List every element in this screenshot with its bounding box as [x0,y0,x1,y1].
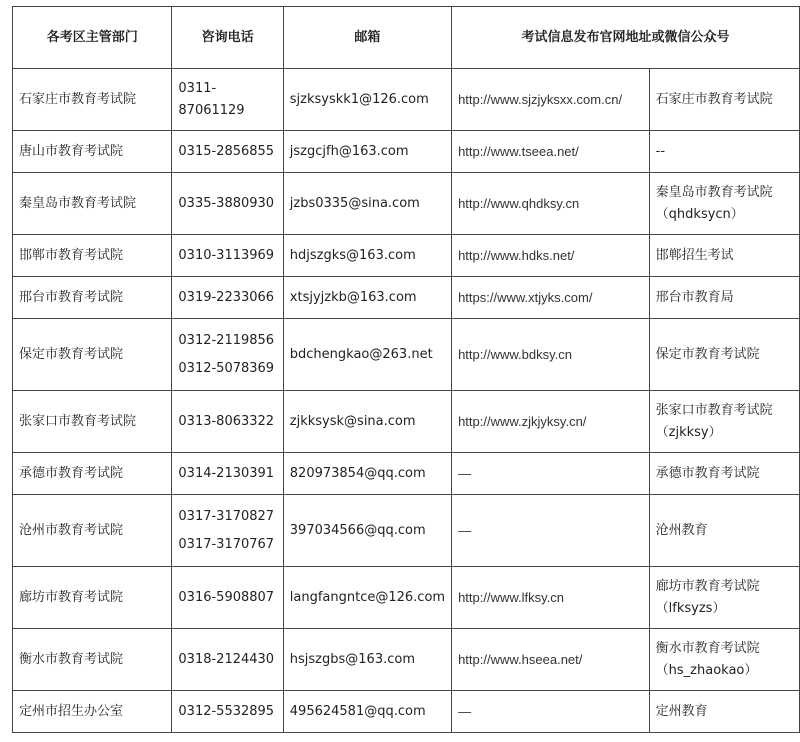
phone-cell [172,173,283,235]
phone-cell-line: 0314-2130391 [178,465,275,481]
phone-cell-line: 0311- [178,80,217,96]
wechat-cell-line: 沧州教育 [655,522,708,538]
wechat-cell-line: 邯郸招生考试 [655,247,734,263]
table-row [13,567,800,629]
website-cell: http://www.sjzjyksxx.com.cn/ [452,69,650,131]
table-row [13,173,800,235]
table-row [13,235,800,277]
phone-cell-line: 0317-3170827 [178,508,275,524]
wechat-cell-line: 秦皇岛市教育考试院 [655,184,773,200]
phone-cell-line: 0316-5908807 [178,589,275,605]
dept-cell: 秦皇岛市教育考试院 [13,173,172,235]
phone-cell-line: 0313-8063322 [178,413,275,429]
wechat-cell-line: 邢台市教育局 [655,289,734,305]
dept-cell: 承德市教育考试院 [13,453,172,495]
table-row [13,391,800,453]
website-cell: — [452,453,650,495]
phone-cell [172,319,283,391]
wechat-cell-line: （lfksyzs） [655,600,726,616]
header-email: 邮箱 [283,7,451,69]
phone-cell-line: 87061129 [178,102,245,118]
dept-cell: 邯郸市教育考试院 [13,235,172,277]
phone-cell-line: 0310-3113969 [178,247,275,263]
dept-cell: 定州市招生办公室 [13,691,172,733]
wechat-cell [649,235,799,277]
table-row [13,495,800,567]
wechat-cell [649,567,799,629]
header-website: 考试信息发布官网地址或微信公众号 [452,7,800,69]
phone-cell [172,391,283,453]
phone-cell-line: 0318-2124430 [178,651,275,667]
wechat-cell [649,691,799,733]
email-cell: 820973854@qq.com [283,453,451,495]
phone-cell-line: 0317-3170767 [178,536,275,552]
phone-cell-line: 0315-2856855 [178,143,275,159]
dept-cell: 石家庄市教育考试院 [13,69,172,131]
wechat-cell [649,495,799,567]
wechat-cell-line: （qhdksycn） [655,206,744,222]
wechat-cell [649,131,799,173]
dept-cell: 唐山市教育考试院 [13,131,172,173]
table-row [13,691,800,733]
phone-cell-line: 0335-3880930 [178,195,275,211]
wechat-cell-line: 定州教育 [655,703,708,719]
table-row [13,131,800,173]
website-cell: http://www.qhdksy.cn [452,173,650,235]
website-cell: http://www.bdksy.cn [452,319,650,391]
website-cell: http://www.hdks.net/ [452,235,650,277]
email-cell: jszgcjfh@163.com [283,131,451,173]
phone-cell-line: 0312-5532895 [178,703,275,719]
phone-cell-line: 0319-2233066 [178,289,275,305]
phone-cell [172,235,283,277]
phone-cell [172,495,283,567]
email-cell: sjzksyskk1@126.com [283,69,451,131]
dept-cell: 衡水市教育考试院 [13,629,172,691]
email-cell: hdjszgks@163.com [283,235,451,277]
phone-cell-line: 0312-5078369 [178,360,275,376]
wechat-cell-line: 保定市教育考试院 [655,346,760,362]
wechat-cell [649,277,799,319]
website-cell: http://www.zjkjyksy.cn/ [452,391,650,453]
phone-cell [172,691,283,733]
email-cell: zjkksysk@sina.com [283,391,451,453]
phone-cell [172,629,283,691]
phone-cell [172,131,283,173]
wechat-cell-line: （zjkksy） [655,424,722,440]
header-dept: 各考区主管部门 [13,7,172,69]
table-row [13,69,800,131]
header-phone: 咨询电话 [172,7,283,69]
website-cell: http://www.hseea.net/ [452,629,650,691]
phone-cell [172,453,283,495]
wechat-cell [649,173,799,235]
table-row [13,629,800,691]
wechat-cell-line: （hs_zhaokao） [655,662,758,678]
header-row [13,7,800,69]
dept-cell: 保定市教育考试院 [13,319,172,391]
wechat-cell [649,391,799,453]
website-cell: — [452,691,650,733]
dept-cell: 廊坊市教育考试院 [13,567,172,629]
email-cell: 397034566@qq.com [283,495,451,567]
dept-cell: 沧州市教育考试院 [13,495,172,567]
wechat-cell-line: 张家口市教育考试院 [655,402,773,418]
website-cell: — [452,495,650,567]
wechat-cell [649,69,799,131]
website-cell: https://www.xtjyks.com/ [452,277,650,319]
wechat-cell-line: 衡水市教育考试院 [655,640,760,656]
phone-cell [172,69,283,131]
website-cell: http://www.lfksy.cn [452,567,650,629]
email-cell: xtsjyjzkb@163.com [283,277,451,319]
email-cell: hsjszgbs@163.com [283,629,451,691]
wechat-cell [649,629,799,691]
email-cell: 495624581@qq.com [283,691,451,733]
wechat-cell-line: -- [655,143,666,159]
wechat-cell-line: 石家庄市教育考试院 [655,91,773,107]
website-cell: http://www.tseea.net/ [452,131,650,173]
dept-cell: 张家口市教育考试院 [13,391,172,453]
table-row [13,277,800,319]
wechat-cell-line: 廊坊市教育考试院 [655,578,760,594]
dept-cell: 邢台市教育考试院 [13,277,172,319]
table-row [13,319,800,391]
wechat-cell [649,453,799,495]
wechat-cell-line: 承德市教育考试院 [655,465,760,481]
wechat-cell [649,319,799,391]
phone-cell [172,567,283,629]
phone-cell [172,277,283,319]
email-cell: bdchengkao@263.net [283,319,451,391]
email-cell: jzbs0335@sina.com [283,173,451,235]
phone-cell-line: 0312-2119856 [178,332,275,348]
email-cell: langfangntce@126.com [283,567,451,629]
contact-table [12,6,800,733]
table-row [13,453,800,495]
